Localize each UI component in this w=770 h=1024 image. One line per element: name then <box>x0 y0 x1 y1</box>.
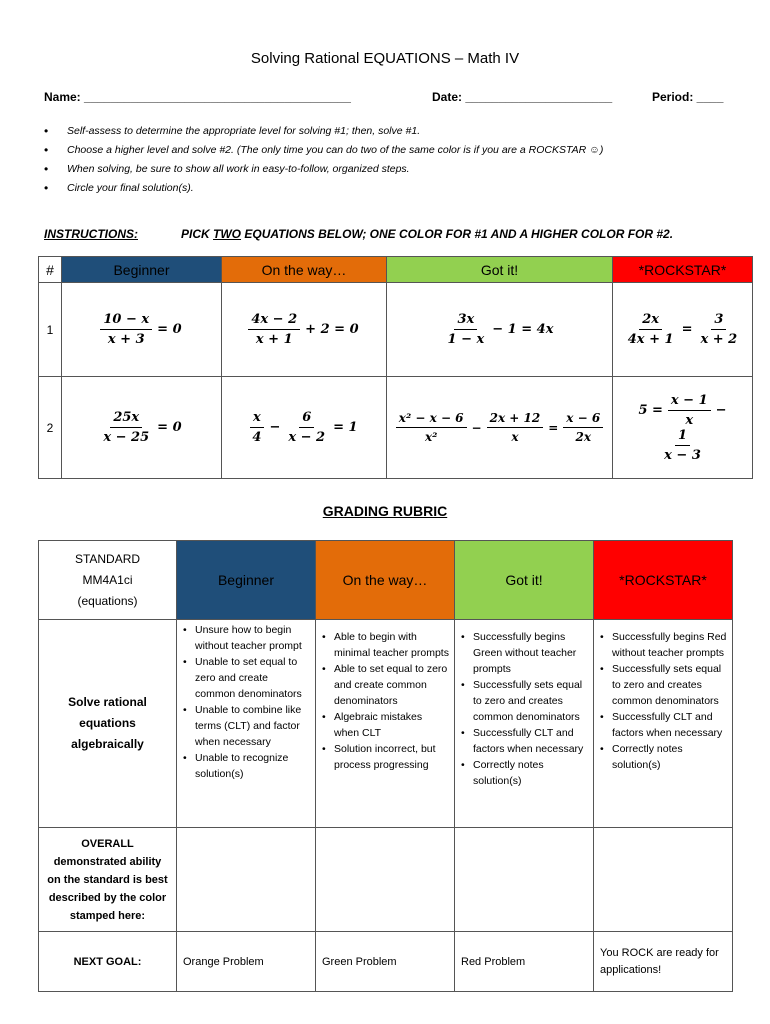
criteria-item: • Unsure how to begin without teacher prompt <box>195 622 311 654</box>
criteria-item: • Successfully CLT and factors when necessary <box>473 725 589 757</box>
criteria-rockstar <box>594 620 733 828</box>
instructions-label: INSTRUCTIONS: <box>44 227 138 241</box>
next-goal-on-the-way: Green Problem <box>316 932 455 992</box>
equation-got-it-1: $\frac{3x}{1 - x}$ − 1 = 4x <box>387 283 613 377</box>
rubric-header-rockstar: *ROCKSTAR* <box>594 541 733 620</box>
stamp-cell-on-the-way[interactable] <box>316 828 455 932</box>
header-on-the-way: On the way… <box>222 257 387 283</box>
next-goal-beginner: Orange Problem <box>177 932 316 992</box>
criteria-item: • Successfully sets equal to zero and creates common denominators <box>612 661 728 709</box>
criteria-item: • Solution incorrect, but process progressing <box>334 741 450 773</box>
direction-item: • Self-assess to determine the appropriate level for solving #1; then, solve #1. <box>44 124 603 143</box>
rubric-next-goal-row <box>39 932 733 992</box>
problems-table <box>38 256 753 479</box>
header-number: # <box>39 257 62 283</box>
instructions-text-post: EQUATIONS BELOW; ONE COLOR FOR #1 AND A HIGHER COLOR FOR #2. <box>241 227 674 241</box>
problems-header-row <box>39 257 753 283</box>
date-field-label: Date: ______________________ <box>432 90 613 104</box>
stamp-cell-rockstar[interactable] <box>594 828 733 932</box>
criteria-item: • Successfully CLT and factors when necessary <box>612 709 728 741</box>
criteria-item: • Successfully begins Green without teacher prompts <box>473 629 589 677</box>
directions-list <box>44 124 603 200</box>
stamp-cell-beginner[interactable] <box>177 828 316 932</box>
header-beginner: Beginner <box>62 257 222 283</box>
row-number: 1 <box>39 283 62 377</box>
equation-rockstar-2: 5 = $\frac{x - 1}{x}$ − $\frac{1}{x - 3}$ <box>613 377 753 479</box>
overall-label: OVERALL demonstrated ability on the standard is best described by the color stamped here: <box>39 828 177 932</box>
criteria-item: • Able to begin with minimal teacher prompts <box>334 629 450 661</box>
equation-beginner-1: $\frac{10 - x}{x + 3}$ = 0 <box>62 283 222 377</box>
name-field-label: Name: ________________________________________ <box>44 90 351 104</box>
equation-on-the-way-2: $\frac{x}{4}$ − $\frac{6}{x - 2}$ = 1 <box>222 377 387 479</box>
page-title: Solving Rational EQUATIONS – Math IV <box>250 50 520 67</box>
rubric-header-on-the-way: On the way… <box>316 541 455 620</box>
direction-item: • Circle your final solution(s). <box>44 181 603 200</box>
stamp-cell-got-it[interactable] <box>455 828 594 932</box>
direction-item: • Choose a higher level and solve #2. (The only time you can do two of the same color is if you are a ROCKSTAR ☺) <box>44 143 603 162</box>
instructions-text <box>181 227 673 241</box>
criteria-item: • Correctly notes solution(s) <box>473 757 589 789</box>
next-goal-got-it: Red Problem <box>455 932 594 992</box>
rubric-header-got-it: Got it! <box>455 541 594 620</box>
next-goal-label: NEXT GOAL: <box>39 932 177 992</box>
rubric-table <box>38 540 733 992</box>
standard-header: STANDARD MM4A1ci (equations) <box>39 541 177 620</box>
rubric-criteria-row <box>39 620 733 828</box>
criteria-item: • Unable to combine like terms (CLT) and factor when necessary <box>195 702 311 750</box>
instructions-text-pre: PICK <box>181 227 214 241</box>
row-number: 2 <box>39 377 62 479</box>
period-field-label: Period: ____ <box>652 90 724 104</box>
standard-description: Solve rational equations algebraically <box>39 620 177 828</box>
rubric-overall-row <box>39 828 733 932</box>
rubric-header-beginner: Beginner <box>177 541 316 620</box>
criteria-got-it <box>455 620 594 828</box>
problem-row-2 <box>39 377 753 479</box>
equation-beginner-2: $\frac{25x}{x - 25}$ = 0 <box>62 377 222 479</box>
criteria-item: • Successfully begins Red without teacher prompts <box>612 629 728 661</box>
rubric-title: GRADING RUBRIC <box>322 503 448 519</box>
next-goal-rockstar: You ROCK are ready for applications! <box>594 932 733 992</box>
problem-row-1 <box>39 283 753 377</box>
header-got-it: Got it! <box>387 257 613 283</box>
criteria-item: • Successfully sets equal to zero and creates common denominators <box>473 677 589 725</box>
equation-rockstar-1: $\frac{2x}{4x + 1}$ = $\frac{3}{x + 2}$ <box>613 283 753 377</box>
equation-on-the-way-1: $\frac{4x - 2}{x + 1}$ + 2 = 0 <box>222 283 387 377</box>
criteria-item: • Correctly notes solution(s) <box>612 741 728 773</box>
criteria-item: • Unable to set equal to zero and create common denominators <box>195 654 311 702</box>
criteria-beginner <box>177 620 316 828</box>
rubric-header-row <box>39 541 733 620</box>
direction-item: • When solving, be sure to show all work in easy-to-follow, organized steps. <box>44 162 603 181</box>
criteria-item: • Unable to recognize solution(s) <box>195 750 311 782</box>
criteria-item: • Algebraic mistakes when CLT <box>334 709 450 741</box>
criteria-item: • Able to set equal to zero and create common denominators <box>334 661 450 709</box>
instructions-text-two: TWO <box>213 227 242 241</box>
criteria-on-the-way <box>316 620 455 828</box>
header-rockstar: *ROCKSTAR* <box>613 257 753 283</box>
equation-got-it-2: $\frac{\text{x² − x − 6}}{\text{x²}}$ − $\frac{2x + 12}{x}$ = $\frac{x - 6}{2x}$ <box>387 377 613 479</box>
